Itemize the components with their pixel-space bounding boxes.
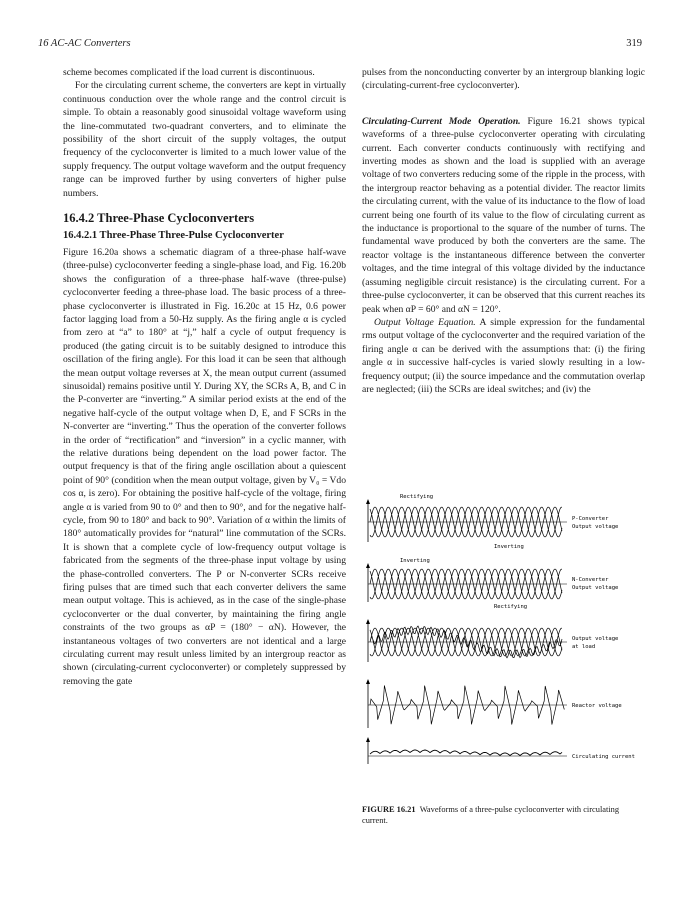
left-column — [63, 66, 346, 688]
right-column — [362, 66, 645, 396]
circulating-current-panel — [366, 737, 635, 764]
paragraph: scheme becomes complicated if the load current is discontinuous. — [63, 67, 315, 78]
label-rectifying-mid: Rectifying — [494, 604, 528, 610]
reactor-voltage-panel — [366, 679, 622, 728]
label-reactor-voltage: Reactor voltage — [572, 703, 622, 709]
label-p-output: Output voltage — [572, 524, 619, 530]
p-converter-panel — [366, 494, 618, 550]
label-circulating-current: Circulating current — [572, 754, 635, 760]
figure-16-21 — [362, 490, 645, 800]
paragraph: For the circulating current scheme, the converters are kept in virtually continuous conduction over the whole range and the control circuit is simple. To obtain a reasonably good sinusoidal voltage waveform using the line-commutated two-quadrant converters, and to eliminate the possibility of the short circuit of the supply voltages, the output frequency of the cycloconverter is limited to a much lower value of the supply frequency. The output voltage waveform and the output frequency range can be improved further by using converters of higher pulse numbers. — [63, 80, 346, 199]
label-n-output: Output voltage — [572, 585, 619, 591]
figure-caption — [362, 804, 645, 826]
run-in-heading: Output Voltage Equation. — [374, 316, 476, 328]
section-heading: 16.4.2 Three-Phase Cycloconverters — [63, 211, 255, 226]
label-rectifying-top: Rectifying — [400, 494, 434, 500]
paragraph-text: A simple expression for the fundamental rms output voltage of the cycloconverter and the required variation of the firing angle α can be derived with the assumptions that: (i) the firing angle α in successive half-cycles is varied slowly resulting in a low-frequency output; (ii) the source impedance and the commutation overlap are neglected; (iii) the SCRs are ideal switches; and (iv) the — [362, 316, 646, 395]
paragraph — [362, 115, 645, 316]
circulating-current-waveform — [370, 750, 562, 756]
label-n-converter: N-Converter — [572, 577, 609, 583]
paragraph: pulses from the nonconducting converter by an intergroup blanking logic (circulating-current-free cycloconverter). — [362, 67, 645, 92]
page-header — [38, 38, 642, 52]
waveform-diagram — [362, 490, 645, 800]
n-converter-panel — [366, 558, 618, 610]
output-voltage-panel — [366, 619, 618, 662]
running-head: 16 AC-AC Converters — [38, 38, 131, 49]
paragraph — [362, 316, 645, 396]
label-at-load: at load — [572, 644, 596, 650]
page-number: 319 — [626, 38, 642, 49]
label-p-converter: P-Converter — [572, 516, 609, 522]
paragraph: Figure 16.20a shows a schematic diagram of a three-phase half-wave (three-pulse) cycloconverter feeding a single-phase load, and Fig. 16.20b shows the configuration of a three-phase half-wave (three-pulse) cycloconverter feeding a three-phase load. The basic process of a three-phase cycloconverter is illustrated in Fig. 16.20c at 15 Hz, 0.6 power factor lagging load from a 50-Hz supply. As the firing angle α is cycled from zero at “a” to 180° at “j,” half a cycle of output frequency is produced (the gating circuit is to be suitably designed to introduce this oscillation of the firing angle). For this load it can be seen that although the mean output voltage reverses at X, the mean output current (assumed sinusoidal) remains positive until Y. During XY, the SCRs A, B, and C in the P-converter are “inverting.” A similar period exists at the end of the negative half-cycle of the output voltage when D, E, and F SCRs in the N-converter are “inverting.” Thus the operation of the converter follows in the order of “rectification” and “inversion” in a cyclic manner, with the relative durations being dependent on the load power factor. The output frequency is that of the firing angle oscillation about a quiescent point of 90° (condition when the mean output voltage, given by V₀ = Vdo cos α, is zero). For obtaining the positive half-cycle of the voltage, firing angle α is varied from 90 to 0° and then to 90°, and for the negative half-cycle, from 90 to 180° and back to 90°. Variation of α within the limits of 180° automatically provides for “natural” line commutation of the SCRs. It is shown that a complete cycle of low-frequency output voltage is fabricated from the segments of the three-phase input voltage by using the phase-controlled converters. The P or N-converter SCRs receive firing pulses that are timed such that each converter delivers the same mean output voltage. This is achieved, as in the case of the single-phase cycloconverter or the dual converter, by maintaining the firing angle constraints of the two groups as αP = (180° − αN). However, the instantaneous voltages of two converters are not identical and a large circulating current may result unless limited by an intergroup reactor as shown (circulating-current cycloconverter) or completely suppressed by removing the gate — [63, 246, 346, 687]
caption-text: Waveforms of a three-pulse cycloconverter with circulating current. — [362, 805, 620, 825]
run-in-heading: Circulating-Current Mode Operation. — [362, 115, 521, 127]
paragraph-text: Figure 16.21 shows typical waveforms of a three-pulse cycloconverter operating with circulating current. Each converter conducts continuously with rectifying and inverting modes as shown and the load is supplied with an average voltage of two converters reducing some of the ripple in the process, with the intergroup reactor behaving as a potential divider. The reactor limits the circulating current, with the value of its inductance to the flow of load current being one fourth of its value to the flow of circulating current as the inductance is proportional to the square of the number of turns. The fundamental wave produced by both the converters are the same. The reactor voltage is the instantaneous difference between the converter voltages, and the time integral of this voltage divided by the inductance (assuming negligible circuit resistance) is the circulating current. For a three-pulse cycloconverter, it can be observed that this current reaches its peak when αP = 60° and αN = 120°. — [362, 115, 645, 315]
label-inverting-top: Inverting — [400, 558, 430, 564]
label-inverting-mid: Inverting — [494, 544, 524, 550]
label-output-voltage: Output voltage — [572, 636, 619, 642]
subsection-heading: 16.4.2.1 Three-Phase Three-Pulse Cycloconverter — [63, 230, 284, 242]
caption-label: FIGURE 16.21 — [362, 805, 416, 814]
